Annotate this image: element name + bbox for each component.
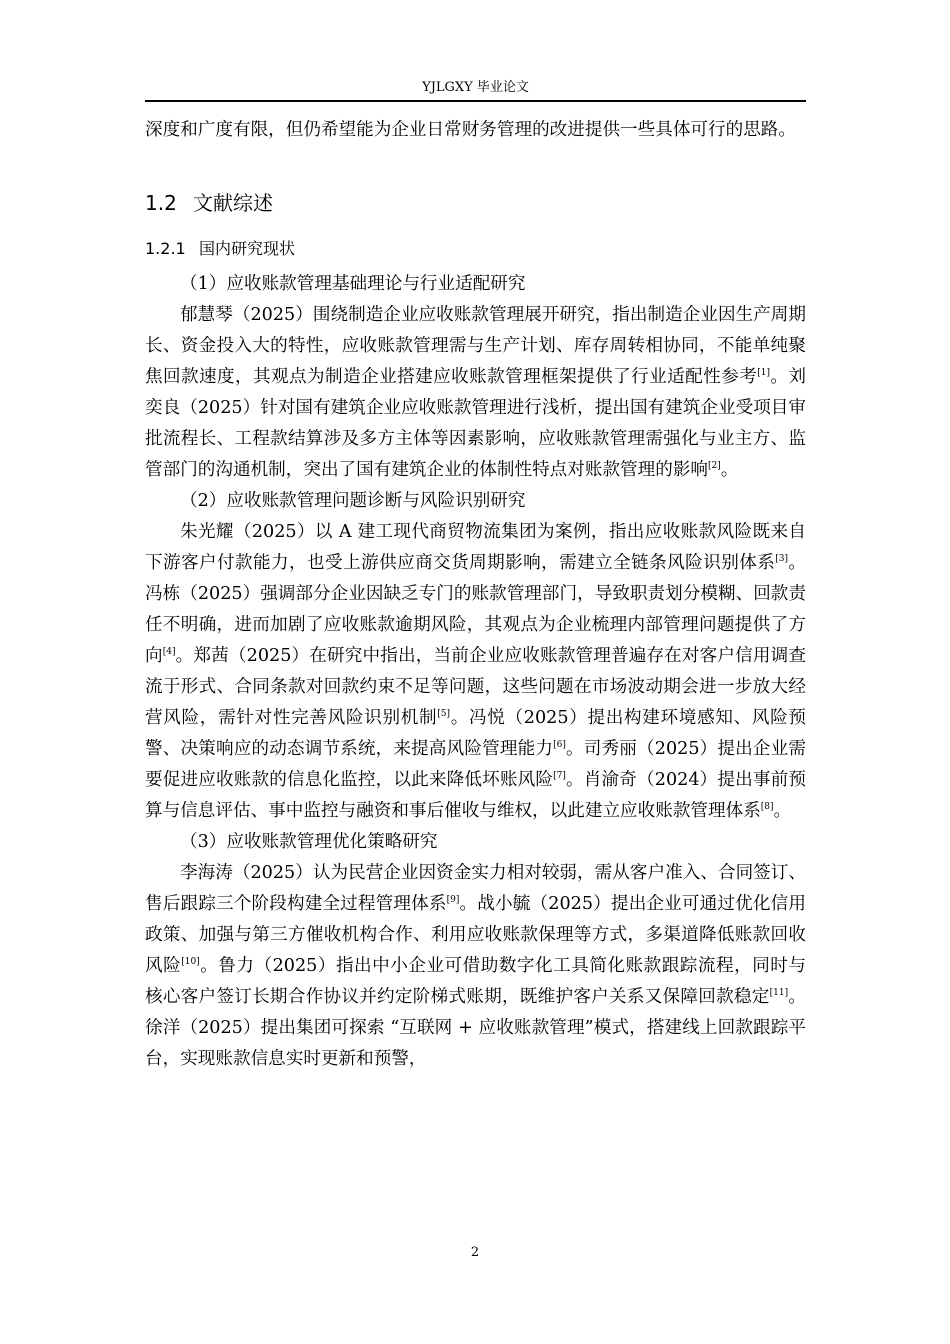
paragraph-text: 。司秀丽（2025）提出企业需要促进应收账款的信息化监控，以此来降低坏账风险	[145, 739, 806, 790]
citation-ref: [8]	[760, 802, 774, 813]
paragraph-text: 朱光耀（2025）以 A 建工现代商贸物流集团为案例，指出应收账款风险既来自下游客户付款能力，也受上游供应商交货周期影响，需建立全链条风险识别体系	[145, 522, 806, 573]
citation-ref: [5]	[437, 709, 451, 720]
part-paragraph-3	[145, 858, 806, 1075]
citation-ref: [4]	[162, 647, 176, 658]
part-heading-3: （3）应收账款管理优化策略研究	[180, 832, 438, 852]
paragraph-text: 。鲁力（2025）指出中小企业可借助数字化工具简化账款跟踪流程，同时与核心客户签订长期合作协议并约定阶梯式账期，既维护客户关系又保障回款稳定	[145, 956, 806, 1007]
citation-ref: [9]	[446, 895, 460, 906]
section-number: 1.2	[145, 191, 177, 215]
page-number: 2	[470, 1245, 480, 1260]
citation-ref: [7]	[553, 771, 566, 782]
subsection-heading	[145, 236, 806, 262]
subsection-number: 1.2.1	[145, 239, 186, 258]
citation-ref: [1]	[757, 368, 770, 379]
citation-ref: [11]	[769, 988, 789, 999]
paragraph-text: 。战小毓（2025）提出企业可通过优化信用政策、加强与第三方催收机构合作、利用应收账款保理等方式，多渠道降低账款回收风险	[145, 894, 806, 976]
document-body	[145, 115, 806, 1075]
paragraph-text: 。刘奕良（2025）针对国有建筑企业应收账款管理进行浅析，提出国有建筑企业受项目审批流程长、工程款结算涉及多方主体等因素影响，应收账款管理需强化与业主方、监管部门的沟通机制，突出了国有建筑企业的体制性特点对账款管理的影响	[145, 367, 806, 480]
citation-ref: [6]	[553, 740, 566, 751]
paragraph-text: 。	[720, 460, 739, 480]
subsection-title: 国内研究现状	[199, 239, 296, 258]
paragraph-text: 李海涛（2025）认为民营企业因资金实力相对较弱，需从客户准入、合同签订、售后跟踪三个阶段构建全过程管理体系	[145, 863, 806, 914]
part-paragraph-1	[145, 300, 806, 486]
part-heading-1: （1）应收账款管理基础理论与行业适配研究	[180, 274, 526, 294]
page-header: YJLGXY 毕业论文	[422, 80, 529, 95]
paragraph-text: 。郑茜（2025）在研究中指出，当前企业应收账款管理普遍存在对客户信用调查流于形式、合同条款对回款约束不足等问题，这些问题在市场波动期会进一步放大经营风险，需针对性完善风险识别机制	[145, 646, 806, 728]
section-title: 文献综述	[193, 191, 273, 215]
section-heading	[145, 188, 806, 218]
paragraph-text: 。徐洋（2025）提出集团可探索 “互联网 + 应收账款管理”模式，搭建线上回款跟踪平台，实现账款信息实时更新和预警，	[145, 987, 806, 1069]
paragraph-text: 。冯栋（2025）强调部分企业因缺乏专门的账款管理部门，导致职责划分模糊、回款责任不明确，进而加剧了应收账款逾期风险，其观点为企业梳理内部管理问题提供了方向	[145, 553, 806, 666]
header-divider	[145, 100, 806, 102]
citation-ref: [3]	[775, 554, 788, 565]
paragraph-text: 。冯悦（2025）提出构建环境感知、风险预警、决策响应的动态调节系统，来提高风险管理能力	[145, 708, 806, 759]
part-heading-2: （2）应收账款管理问题诊断与风险识别研究	[180, 491, 526, 511]
paragraph-text: 。肖渝奇（2024）提出事前预算与信息评估、事中监控与融资和事后催收与维权，以此建立应收账款管理体系	[145, 770, 806, 821]
paragraph-text: 郁慧琴（2025）围绕制造企业应收账款管理展开研究，指出制造企业因生产周期长、资金投入大的特性，应收账款管理需与生产计划、库存周转相协同，不能单纯聚焦回款速度，其观点为制造企业搭建应收账款管理框架提供了行业适配性参考	[145, 305, 806, 387]
citation-ref: [10]	[181, 957, 200, 968]
paragraph-text: 。	[773, 801, 792, 821]
intro-paragraph-tail: 深度和广度有限，但仍希望能为企业日常财务管理的改进提供一些具体可行的思路。	[145, 120, 796, 140]
citation-ref: [2]	[708, 461, 721, 472]
part-paragraph-2	[145, 517, 806, 827]
